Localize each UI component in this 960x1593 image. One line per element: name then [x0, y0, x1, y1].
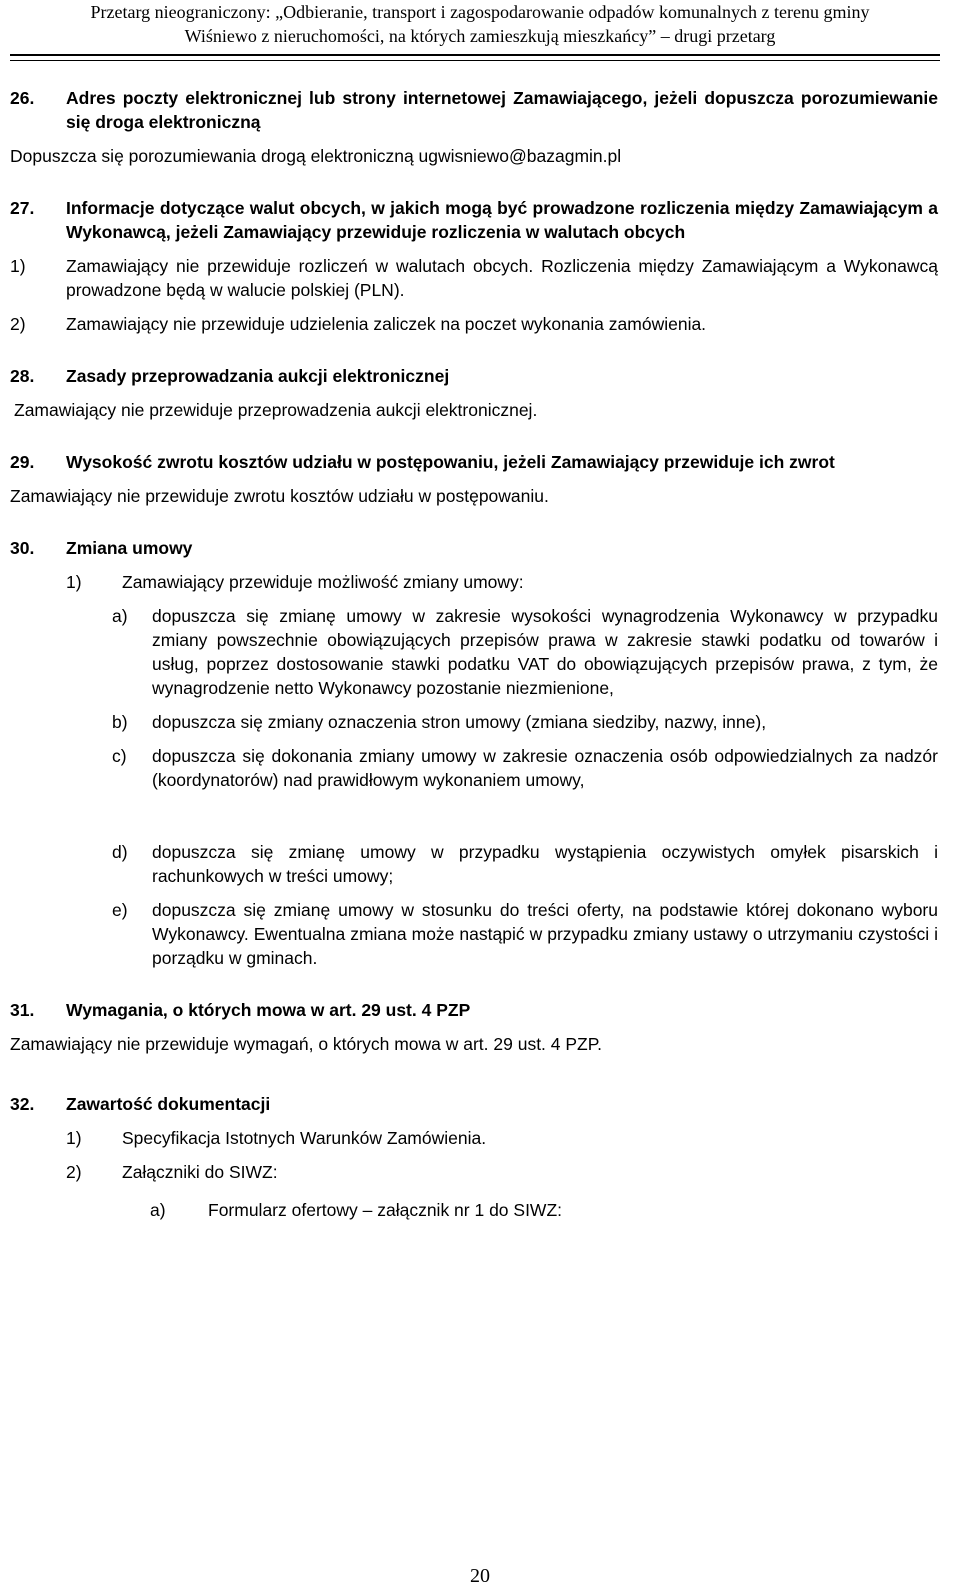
section-number: 31.	[10, 1000, 35, 1020]
section-number: 26.	[10, 88, 35, 108]
sub-list-item	[112, 744, 938, 792]
list-item-text: Załączniki do SIWZ:	[122, 1162, 278, 1182]
sub-item-text: dopuszcza się zmianę umowy w stosunku do treści oferty, na podstawie której dokonano wyboru Wykonawcy. Ewentualna zmiana może nastąpić w przypadku zmiany ustawy o utrzymaniu czystości i porządku w gminach.	[152, 900, 938, 968]
page-header	[0, 0, 960, 48]
section-number: 30.	[10, 538, 35, 558]
section-26-text: Dopuszcza się porozumiewania drogą elektroniczną ugwisniewo@bazagmin.pl	[10, 146, 622, 166]
list-item-text: Specyfikacja Istotnych Warunków Zamówienia.	[122, 1128, 487, 1148]
list-item-number: 1)	[66, 572, 82, 592]
section-title: Wysokość zwrotu kosztów udziału w postępowaniu, jeżeli Zamawiający przewiduje ich zwrot	[66, 452, 835, 472]
list-item-number: 2)	[10, 314, 26, 334]
page-number: 20	[470, 1565, 490, 1587]
list-item-text: Zamawiający nie przewiduje rozliczeń w walutach obcych. Rozliczenia między Zamawiającym a Wykonawcą prowadzone będą w walucie polskiej (PLN).	[66, 256, 938, 300]
list-item-number: 1)	[10, 256, 26, 276]
list-item	[66, 570, 938, 594]
sub-list-item	[112, 840, 938, 888]
list-item	[10, 312, 938, 336]
section-number: 32.	[10, 1094, 35, 1114]
section-title: Zmiana umowy	[66, 538, 193, 558]
sub-list-item	[112, 898, 938, 970]
sub-item-letter: a)	[112, 606, 128, 626]
header-line-2: Wiśniewo z nieruchomości, na których zamieszkują mieszkańcy” – drugi przetarg	[184, 26, 776, 46]
section-title: Zasady przeprowadzania aukcji elektronicznej	[66, 366, 450, 386]
section-28-text: Zamawiający nie przewiduje przeprowadzenia aukcji elektronicznej.	[14, 400, 538, 420]
section-title: Adres poczty elektronicznej lub strony internetowej Zamawiającego, jeżeli dopuszcza porozumiewanie się droga elektroniczną	[66, 88, 938, 132]
list-item-text: Zamawiający przewiduje możliwość zmiany umowy:	[122, 572, 524, 592]
list-item	[10, 254, 938, 302]
sub-item-text: dopuszcza się zmiany oznaczenia stron umowy (zmiana siedziby, nazwy, inne),	[152, 712, 767, 732]
section-number: 28.	[10, 366, 35, 386]
sub-item-text: dopuszcza się zmianę umowy w zakresie wysokości wynagrodzenia Wykonawcy w przypadku zmiany powszechnie obowiązujących przepisów prawa w zakresie stawki podatku od towarów i usług, poprzez dostosowanie stawki podatku VAT do obowiązujących przepisów prawa, z tym, że wynagrodzenie netto Wykonawcy pozostanie niezmienione,	[152, 606, 938, 698]
sub-item-letter: b)	[112, 712, 128, 732]
sub-list-item	[150, 1198, 938, 1222]
section-29-text: Zamawiający nie przewiduje zwrotu kosztów udziału w postępowaniu.	[10, 486, 549, 506]
list-item	[66, 1126, 938, 1150]
section-32-heading	[10, 1092, 938, 1116]
section-31-text: Zamawiający nie przewiduje wymagań, o których mowa w art. 29 ust. 4 PZP.	[10, 1034, 603, 1054]
sub-item-text: dopuszcza się zmianę umowy w przypadku wystąpienia oczywistych omyłek pisarskich i rachunkowych w treści umowy;	[152, 842, 938, 886]
header-rule-thick	[10, 54, 940, 56]
sub-item-text: Formularz ofertowy – załącznik nr 1 do SIWZ:	[208, 1200, 562, 1220]
sub-item-letter: d)	[112, 842, 128, 862]
sub-item-text: dopuszcza się dokonania zmiany umowy w zakresie oznaczenia osób odpowiedzialnych za nadzór (koordynatorów) nad prawidłowym wykonaniem umowy,	[152, 746, 938, 790]
list-item-number: 1)	[66, 1128, 82, 1148]
header-line-1: Przetarg nieograniczony: „Odbieranie, transport i zagospodarowanie odpadów komunalnych z terenu gminy	[90, 2, 870, 22]
list-item-text: Zamawiający nie przewiduje udzielenia zaliczek na poczet wykonania zamówienia.	[66, 314, 707, 334]
sub-item-letter: c)	[112, 746, 127, 766]
document-body	[10, 86, 938, 1222]
section-number: 27.	[10, 198, 35, 218]
section-29-heading	[10, 450, 938, 474]
sub-item-letter: e)	[112, 900, 128, 920]
section-31-heading	[10, 998, 938, 1022]
section-30-heading	[10, 536, 938, 560]
section-title: Zawartość dokumentacji	[66, 1094, 271, 1114]
sub-list-item	[112, 604, 938, 700]
section-27-heading	[10, 196, 938, 244]
section-title: Wymagania, o których mowa w art. 29 ust. 4 PZP	[66, 1000, 471, 1020]
section-28-heading	[10, 364, 938, 388]
section-26-heading	[10, 86, 938, 134]
section-title: Informacje dotyczące walut obcych, w jakich mogą być prowadzone rozliczenia między Zamawiającym a Wykonawcą, jeżeli Zamawiający przewiduje rozliczenia w walutach obcych	[66, 198, 938, 242]
sub-item-letter: a)	[150, 1200, 166, 1220]
section-number: 29.	[10, 452, 35, 472]
sub-list-item	[112, 710, 938, 734]
list-item	[66, 1160, 938, 1184]
header-rule-thin	[10, 60, 940, 61]
list-item-number: 2)	[66, 1162, 82, 1182]
